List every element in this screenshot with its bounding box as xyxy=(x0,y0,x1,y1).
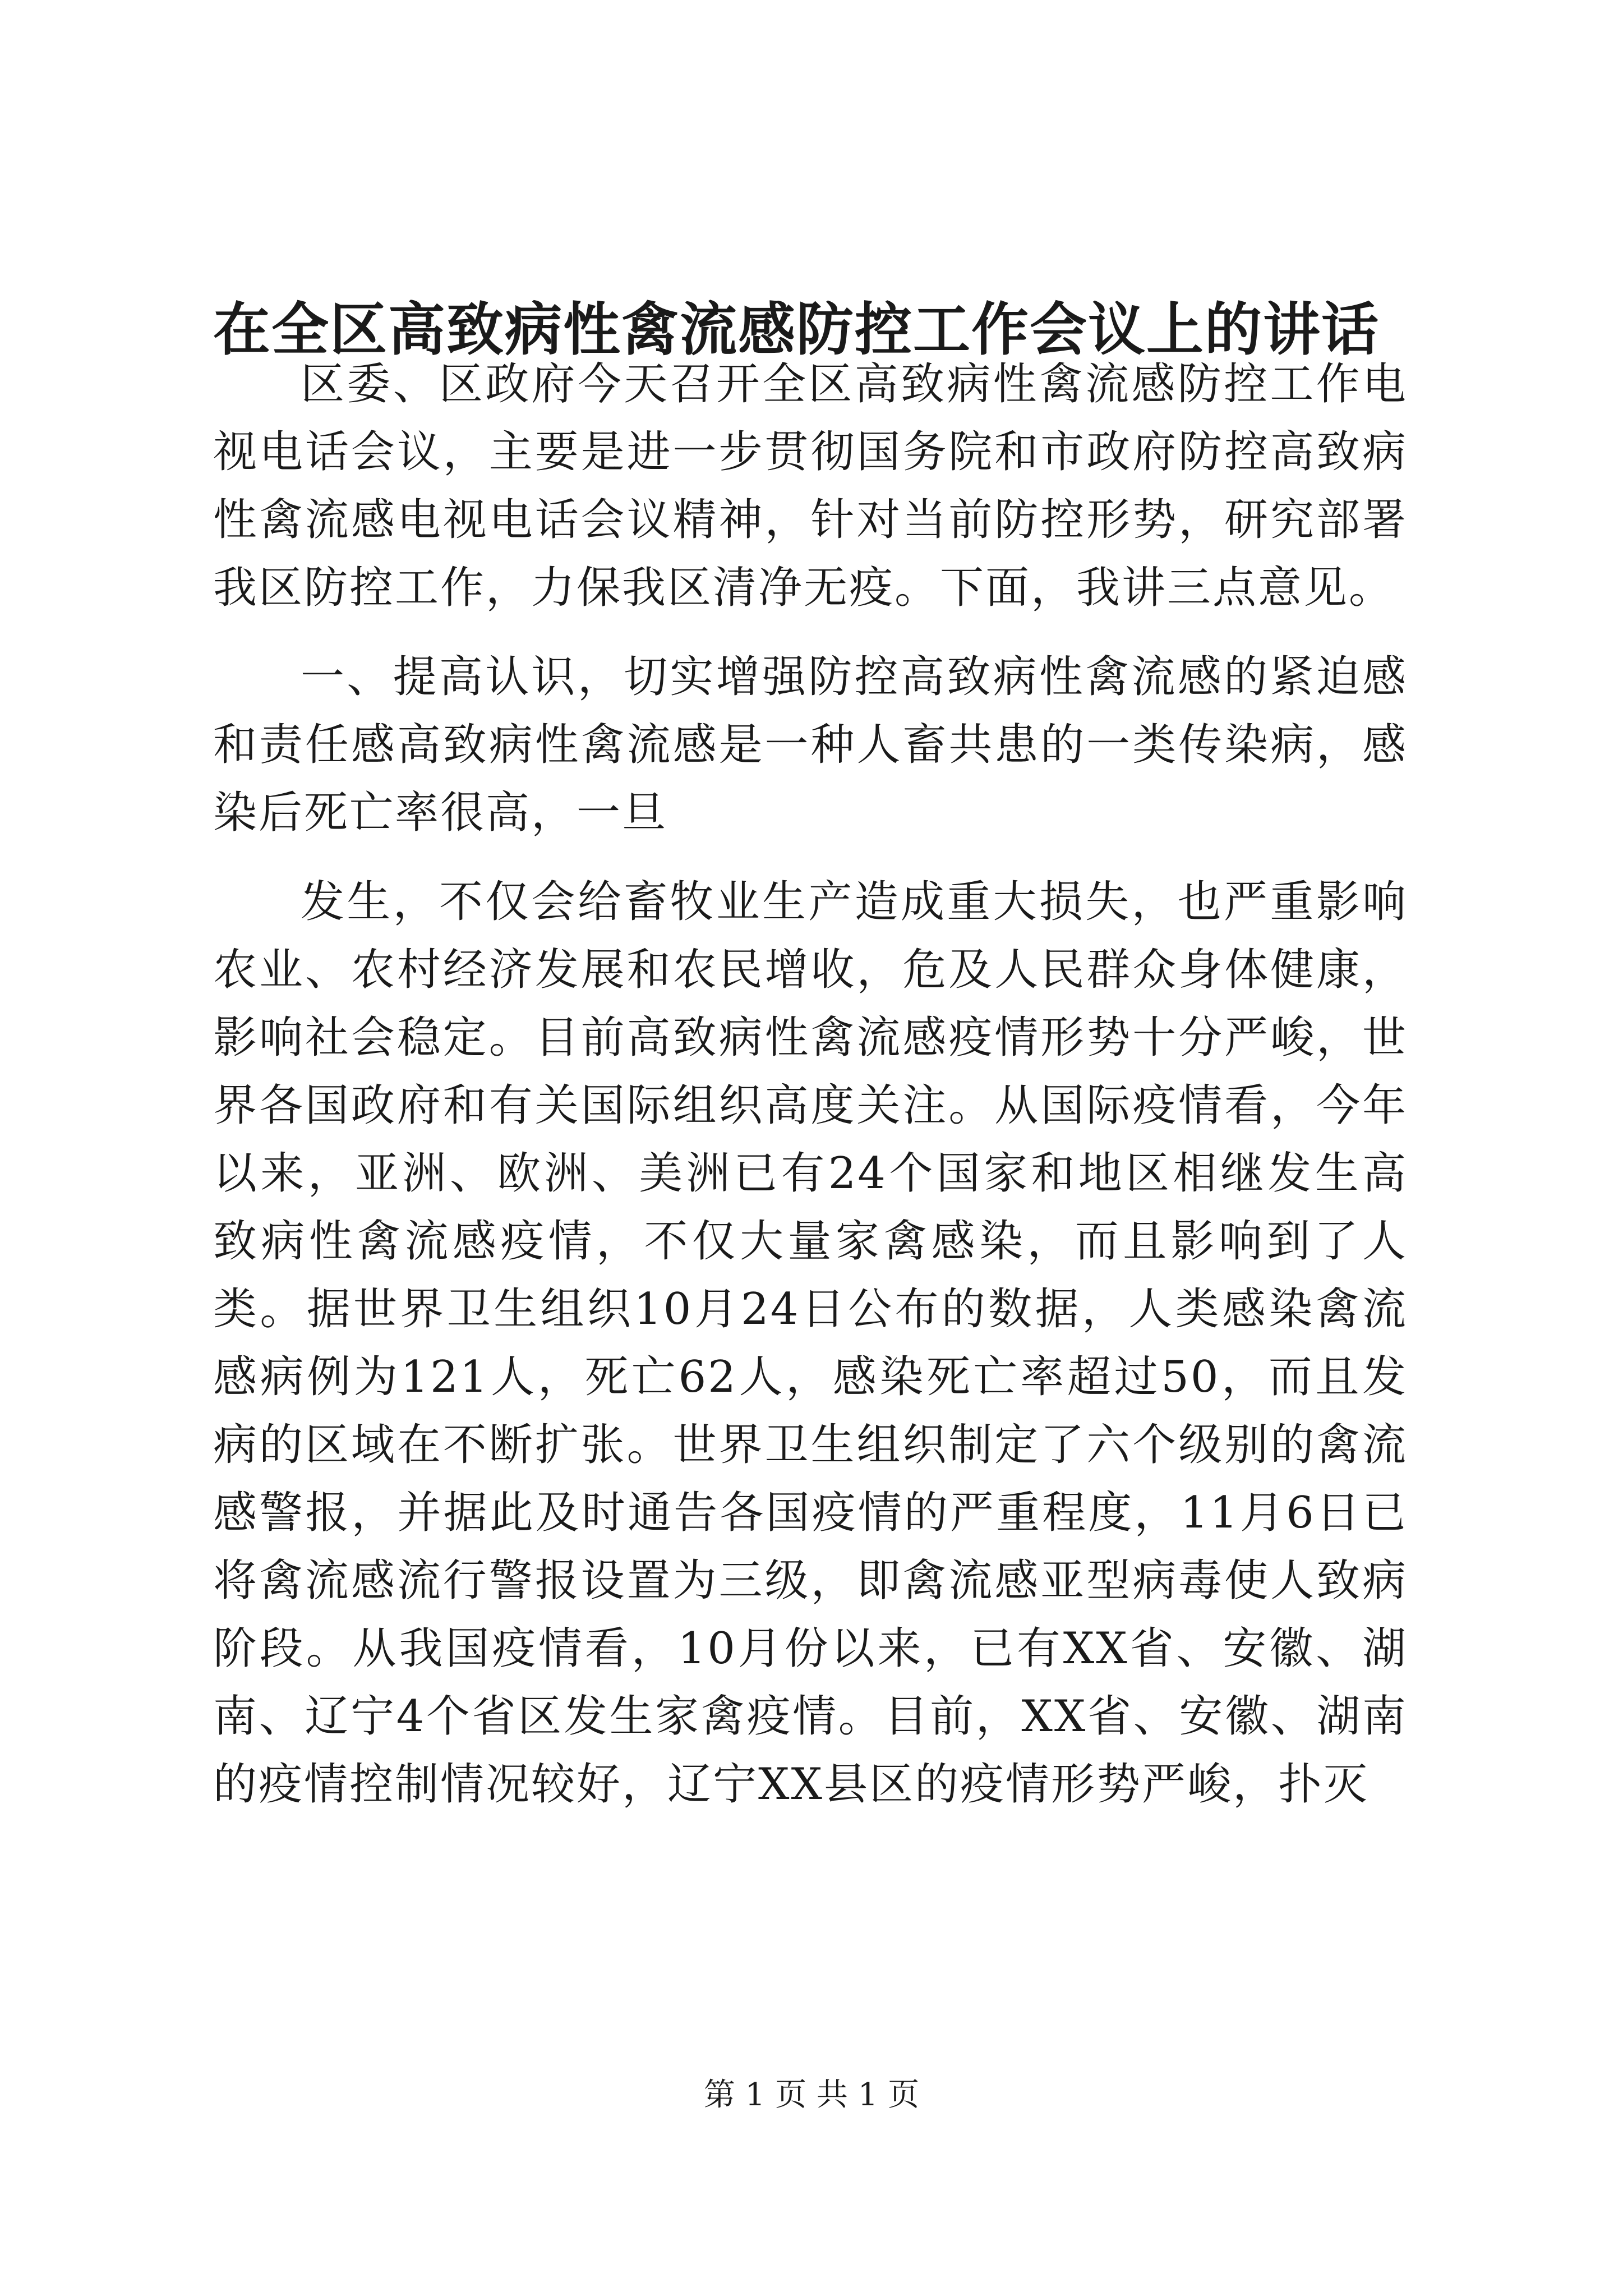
document-body xyxy=(213,351,1408,1819)
paragraph-epidemic-situation: 发生，不仅会给畜牧业生产造成重大损失，也严重影响农业、农村经济发展和农民增收，危及人民群众身体健康，影响社会稳定。目前高致病性禽流感疫情形势十分严峻，世界各国政府和有关国际组织高度关注。从国际疫情看，今年以来，亚洲、欧洲、美洲已有24个国家和地区相继发生高致病性禽流感疫情，不仅大量家禽感染，而且影响到了人类。据世界卫生组织10月24日公布的数据，人类感染禽流感病例为121人，死亡62人，感染死亡率超过50，而且发病的区域在不断扩张。世界卫生组织制定了六个级别的禽流感警报，并据此及时通告各国疫情的严重程度，11月6日已将禽流感流行警报设置为三级，即禽流感亚型病毒使人致病阶段。从我国疫情看，10月份以来，已有XX省、安徽、湖南、辽宁4个省区发生家禽疫情。目前，XX省、安徽、湖南的疫情控制情况较好，辽宁XX县区的疫情形势严峻，扑灭 xyxy=(213,877,1408,1810)
document-title: 在全区高致病性禽流感防控工作会议上的讲话 xyxy=(213,296,1380,364)
page-number-footer: 第 1 页 共 1 页 xyxy=(703,2077,920,2113)
paragraph-intro: 区委、区政府今天召开全区高致病性禽流感防控工作电视电话会议，主要是进一步贯彻国务院和市政府防控高致病性禽流感电视电话会议精神，针对当前防控形势，研究部署我区防控工作，力保我区清净无疫。下面，我讲三点意见。 xyxy=(213,359,1408,613)
paragraph-section-one: 一、提高认识，切实增强防控高致病性禽流感的紧迫感和责任感高致病性禽流感是一种人畜共患的一类传染病，感染后死亡率很高，一旦 xyxy=(213,652,1408,838)
